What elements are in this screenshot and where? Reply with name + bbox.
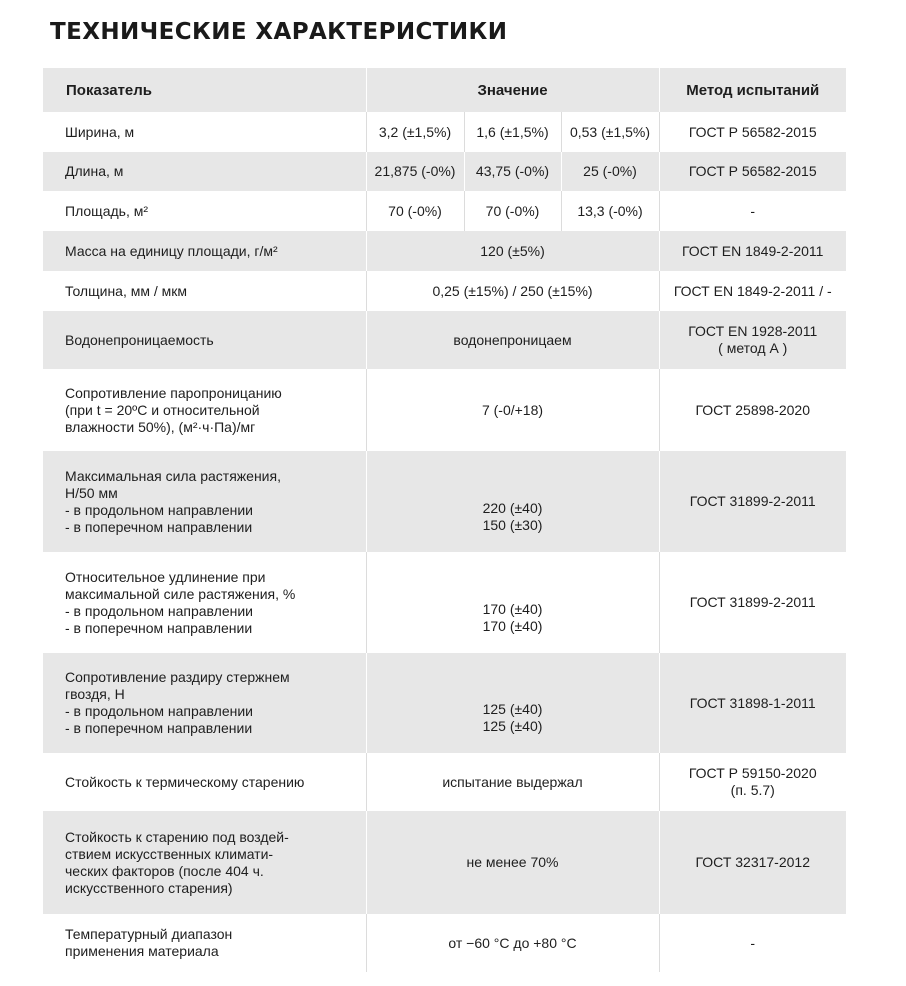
value-cell: испытание выдержал (366, 753, 659, 811)
method-cell: ГОСТ 31898-1-2011 (659, 653, 846, 753)
param-line: - в поперечном направлении (65, 518, 253, 535)
method-cell: ГОСТ Р 56582-2015 (659, 112, 846, 152)
value-line: 150 (±30) (482, 516, 543, 533)
value-cell (366, 552, 659, 653)
param-line: Сопротивление паропроницанию (65, 384, 282, 401)
value-cell (366, 451, 659, 552)
param-cell: Водонепроницаемость (43, 311, 366, 369)
method-cell: ГОСТ EN 1849-2-2011 / - (659, 271, 846, 311)
value-cell: 43,75 (-0%) (464, 152, 561, 191)
method-line: (п. 5.7) (730, 782, 775, 798)
param-line: - в поперечном направлении (65, 619, 253, 636)
param-cell: Площадь, м² (65, 202, 149, 219)
value-cell: не менее 70% (366, 811, 659, 914)
value-line: 125 (±40) (482, 701, 543, 717)
value-cell (366, 653, 659, 753)
param-line: Сопротивление раздиру стержнем (65, 669, 290, 685)
table-row (43, 653, 846, 753)
param-line: (при t = 20ºС и относительной (65, 401, 260, 418)
method-cell: ГОСТ Р 56582-2015 (659, 152, 846, 191)
param-cell (43, 811, 366, 914)
table-row (43, 271, 846, 311)
param-line: максимальной силе растяжения, % (65, 585, 296, 602)
method-line: ( метод А ) (718, 340, 788, 356)
param-line: искусственного старения) (65, 879, 233, 896)
table-row (43, 451, 846, 552)
param-line: гвоздя, Н (65, 686, 125, 702)
table-row (43, 369, 846, 451)
param-cell: Масса на единицу площади, г/м² (43, 231, 366, 271)
specifications-table (43, 68, 846, 972)
header-method: Метод испытаний (659, 68, 846, 112)
value-cell: 120 (±5%) (366, 231, 659, 271)
param-cell (43, 914, 366, 972)
method-cell: ГОСТ 31899-2-2011 (659, 451, 846, 552)
header-param: Показатель (43, 68, 366, 112)
value-line: 220 (±40) (482, 499, 543, 516)
value-cell: 21,875 (-0%) (366, 152, 464, 191)
value-cell: 7 (-0/+18) (366, 369, 659, 451)
value-line: 170 (±40) (482, 617, 543, 634)
value-cell: 0,53 (±1,5%) (561, 112, 659, 152)
method-cell: ГОСТ 32317-2012 (659, 811, 846, 914)
param-cell (43, 369, 366, 451)
value-cell: 70 (-0%) (464, 191, 561, 231)
table-row (43, 191, 846, 231)
param-line: - в продольном направлении (65, 602, 253, 619)
param-cell: Длина, м (43, 152, 366, 191)
value-cell: 0,25 (±15%) / 250 (±15%) (366, 271, 659, 311)
table-header-row (43, 68, 846, 112)
table-row (43, 753, 846, 811)
method-cell: ГОСТ EN 1849-2-2011 (659, 231, 846, 271)
table-row (43, 552, 846, 653)
value-line: 125 (±40) (482, 718, 543, 734)
table-row (43, 152, 846, 191)
table-row (43, 231, 846, 271)
param-line: ствием искусственных климати- (65, 845, 274, 862)
param-line: применения материала (65, 943, 219, 959)
param-cell: Стойкость к термическому старению (65, 773, 305, 790)
param-line: влажности 50%), (м²·ч·Па)/мг (65, 418, 256, 435)
table-row (43, 311, 846, 369)
method-cell: ГОСТ 25898-2020 (659, 369, 846, 451)
method-cell: - (659, 914, 846, 972)
value-cell: водонепроницаем (366, 311, 659, 369)
param-line: Стойкость к старению под воздей- (65, 828, 289, 845)
value-cell: 3,2 (±1,5%) (366, 112, 464, 152)
method-cell: ГОСТ 31899-2-2011 (659, 552, 846, 653)
page-title: ТЕХНИЧЕСКИЕ ХАРАКТЕРИСТИКИ (50, 19, 508, 45)
param-cell: Ширина, м (65, 123, 135, 140)
value-cell: 1,6 (±1,5%) (464, 112, 561, 152)
header-value: Значение (366, 68, 659, 112)
value-cell: от −60 °С до +80 °С (366, 914, 659, 972)
value-cell: 70 (-0%) (366, 191, 464, 231)
table-row (43, 811, 846, 914)
param-line: - в продольном направлении (65, 501, 253, 518)
param-line: ческих факторов (после 404 ч. (65, 862, 264, 879)
param-cell (43, 653, 366, 753)
method-line: ГОСТ Р 59150-2020 (688, 765, 817, 781)
param-line: Температурный диапазон (65, 926, 233, 942)
value-cell: 25 (-0%) (561, 152, 659, 191)
method-cell (659, 753, 846, 811)
param-cell (43, 552, 366, 653)
method-cell (659, 311, 846, 369)
param-cell (43, 451, 366, 552)
method-line: ГОСТ EN 1928-2011 (688, 323, 818, 339)
value-cell: 13,3 (-0%) (561, 191, 659, 231)
value-line: 170 (±40) (482, 600, 543, 617)
param-line: Н/50 мм (65, 484, 118, 501)
table-row (43, 914, 846, 972)
param-line: - в продольном направлении (65, 703, 253, 719)
param-line: Относительное удлинение при (65, 568, 266, 585)
param-line: - в поперечном направлении (65, 720, 253, 736)
method-cell: - (659, 191, 846, 231)
param-line: Максимальная сила растяжения, (65, 467, 281, 484)
table-row (43, 112, 846, 152)
param-cell: Толщина, мм / мкм (65, 282, 188, 299)
